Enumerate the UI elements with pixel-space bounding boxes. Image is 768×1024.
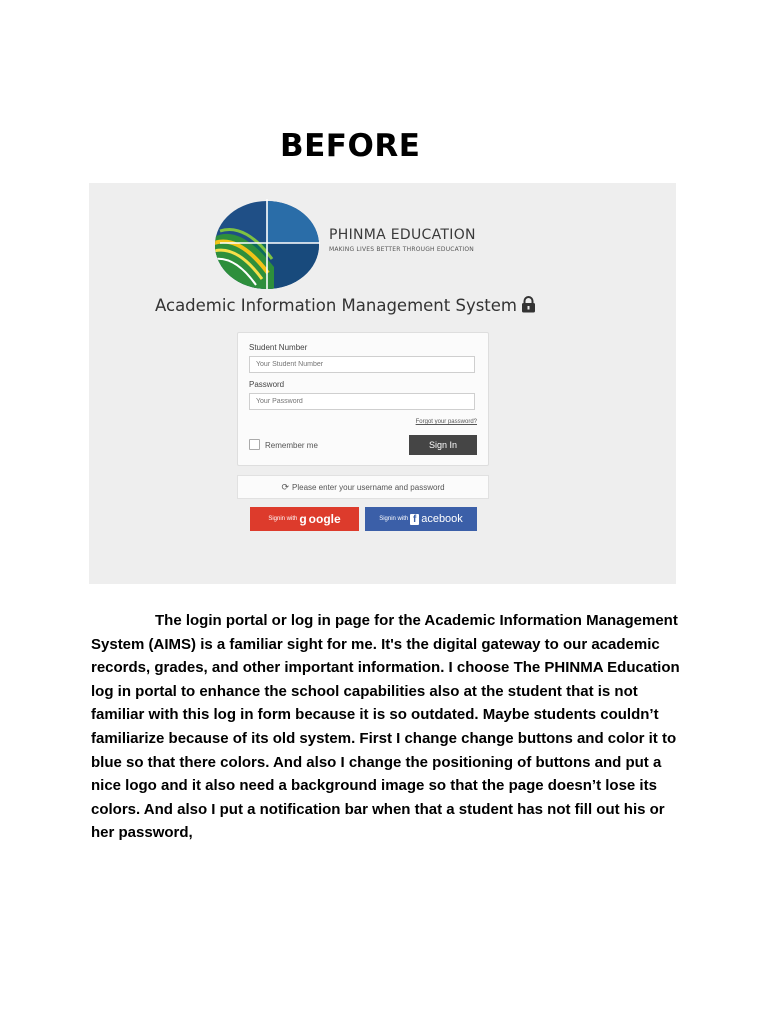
system-title — [155, 296, 536, 315]
sign-in-button[interactable]: Sign In — [409, 435, 477, 455]
login-form — [237, 332, 489, 466]
facebook-signin-button[interactable] — [365, 507, 477, 531]
password-label: Password — [249, 380, 285, 389]
student-number-label: Student Number — [249, 343, 308, 352]
remember-me-label: Remember me — [265, 441, 318, 450]
facebook-signin-prefix: Signin with — [379, 516, 409, 522]
remember-me[interactable] — [249, 439, 318, 450]
notification-bar — [237, 475, 489, 499]
login-screenshot — [89, 183, 676, 584]
google-icon: g — [299, 512, 307, 526]
system-title-text: Academic Information Management System — [155, 296, 518, 315]
notification-text: Please enter your username and password — [292, 482, 445, 492]
phinma-logo-icon — [214, 197, 320, 289]
brand-tagline: MAKING LIVES BETTER THROUGH EDUCATION — [329, 246, 474, 253]
remember-me-checkbox[interactable] — [249, 439, 260, 450]
student-number-input[interactable] — [249, 356, 475, 373]
lock-icon — [521, 296, 536, 313]
body-paragraph: The login portal or log in page for the Academic Information Management System (AIMS) is a familiar sight for me. It's the digital gateway to our academic records, grades, and other important information. I choose The PHINMA Education log in portal to enhance the school capabilities also at the student that is not familiar with this log in form because it is so outdated. Maybe students couldn’t familiarize because of its old system. First I change change buttons and color it to blue so that there colors. And also I change the positioning of buttons and put a nice logo and it also need a background image so that the page doesn’t lose its colors. And also I put a notification bar when that a student has not fill out his or her password, — [91, 612, 680, 842]
google-signin-button[interactable] — [250, 507, 359, 531]
facebook-icon: f — [410, 514, 419, 525]
page-heading: BEFORE — [280, 128, 421, 164]
forgot-password-link[interactable]: Forgot your password? — [415, 419, 477, 425]
google-signin-text: oogle — [308, 512, 341, 526]
brand-name: PHINMA EDUCATION — [329, 227, 476, 243]
facebook-signin-text: acebook — [421, 513, 463, 525]
password-input[interactable] — [249, 393, 475, 410]
refresh-icon: ⟳ — [281, 481, 289, 492]
google-signin-prefix: Signin with — [268, 516, 298, 522]
